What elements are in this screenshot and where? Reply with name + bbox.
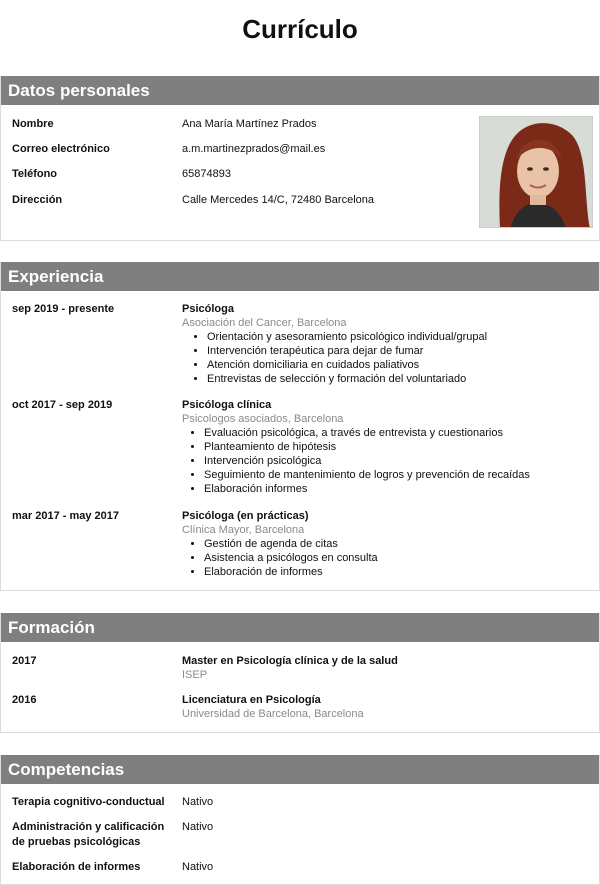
job-org: Clínica Mayor, Barcelona: [182, 524, 305, 536]
list-item: • Gestión de agenda de citas: [204, 537, 591, 551]
list-item: • Elaboración de informes: [204, 565, 591, 579]
portrait-image: [480, 117, 593, 228]
field-label: Correo electrónico: [12, 143, 110, 155]
skill-name: Elaboración de informes: [12, 861, 141, 873]
job-duties: [182, 537, 591, 579]
skill-level: Nativo: [182, 821, 214, 833]
skill-level: Nativo: [182, 861, 214, 873]
email-value[interactable]: a.m.martinezprados@mail.es: [182, 143, 326, 155]
job-role: Psicóloga (en prácticas): [182, 510, 309, 522]
experience-section: [0, 262, 600, 591]
field-value: 65874893: [182, 168, 231, 180]
skill-name: Administración y calificación de pruebas psicológicas: [12, 821, 165, 848]
education-degree: Master en Psicología clínica y de la salud: [182, 655, 398, 667]
list-item: • Atención domiciliaria en cuidados paliativos: [207, 358, 591, 372]
education-degree: Licenciatura en Psicología: [182, 694, 321, 706]
list-item: • Seguimiento de mantenimiento de logros y prevención de recaídas: [204, 468, 591, 482]
list-item: • Intervención psicológica: [204, 454, 591, 468]
experience-heading: Experiencia: [1, 262, 599, 291]
job-dates: mar 2017 - may 2017: [12, 510, 120, 522]
education-heading: Formación: [1, 613, 599, 642]
list-item: • Evaluación psicológica, a través de entrevista y cuestionarios: [204, 426, 591, 440]
field-label: Dirección: [12, 194, 63, 206]
skill-name: Terapia cognitivo-conductual: [12, 796, 165, 808]
field-label: Nombre: [12, 118, 54, 130]
personal-heading: Datos personales: [1, 76, 599, 105]
job-role: Psicóloga: [182, 303, 234, 315]
job-role: Psicóloga clínica: [182, 399, 272, 411]
job-org: Psicologos asociados, Barcelona: [182, 413, 344, 425]
list-item: • Entrevistas de selección y formación del voluntariado: [207, 372, 591, 386]
skills-heading: Competencias: [1, 755, 599, 784]
job-dates: sep 2019 - presente: [12, 303, 115, 315]
list-item: • Asistencia a psicólogos en consulta: [204, 551, 591, 565]
list-item: • Elaboración informes: [204, 482, 591, 496]
list-item: • Orientación y asesoramiento psicológico individual/grupal: [207, 330, 591, 344]
profile-photo: [479, 116, 593, 228]
education-school: Universidad de Barcelona, Barcelona: [182, 708, 364, 720]
field-label: Teléfono: [12, 168, 58, 180]
job-dates: oct 2017 - sep 2019: [12, 399, 113, 411]
list-item: • Intervención terapéutica para dejar de fumar: [207, 344, 591, 358]
education-section: [0, 613, 600, 733]
list-item: • Planteamiento de hipótesis: [204, 440, 591, 454]
job-duties: [182, 330, 591, 386]
education-school: ISEP: [182, 669, 208, 681]
page-title: Currículo: [242, 14, 358, 44]
education-year: 2017: [12, 655, 37, 667]
education-year: 2016: [12, 694, 37, 706]
job-duties: [182, 426, 591, 496]
job-org: Asociación del Cancer, Barcelona: [182, 317, 347, 329]
skills-section: [0, 755, 600, 885]
field-value: Calle Mercedes 14/C, 72480 Barcelona: [182, 194, 375, 206]
field-value: Ana María Martínez Prados: [182, 118, 317, 130]
skill-level: Nativo: [182, 796, 214, 808]
